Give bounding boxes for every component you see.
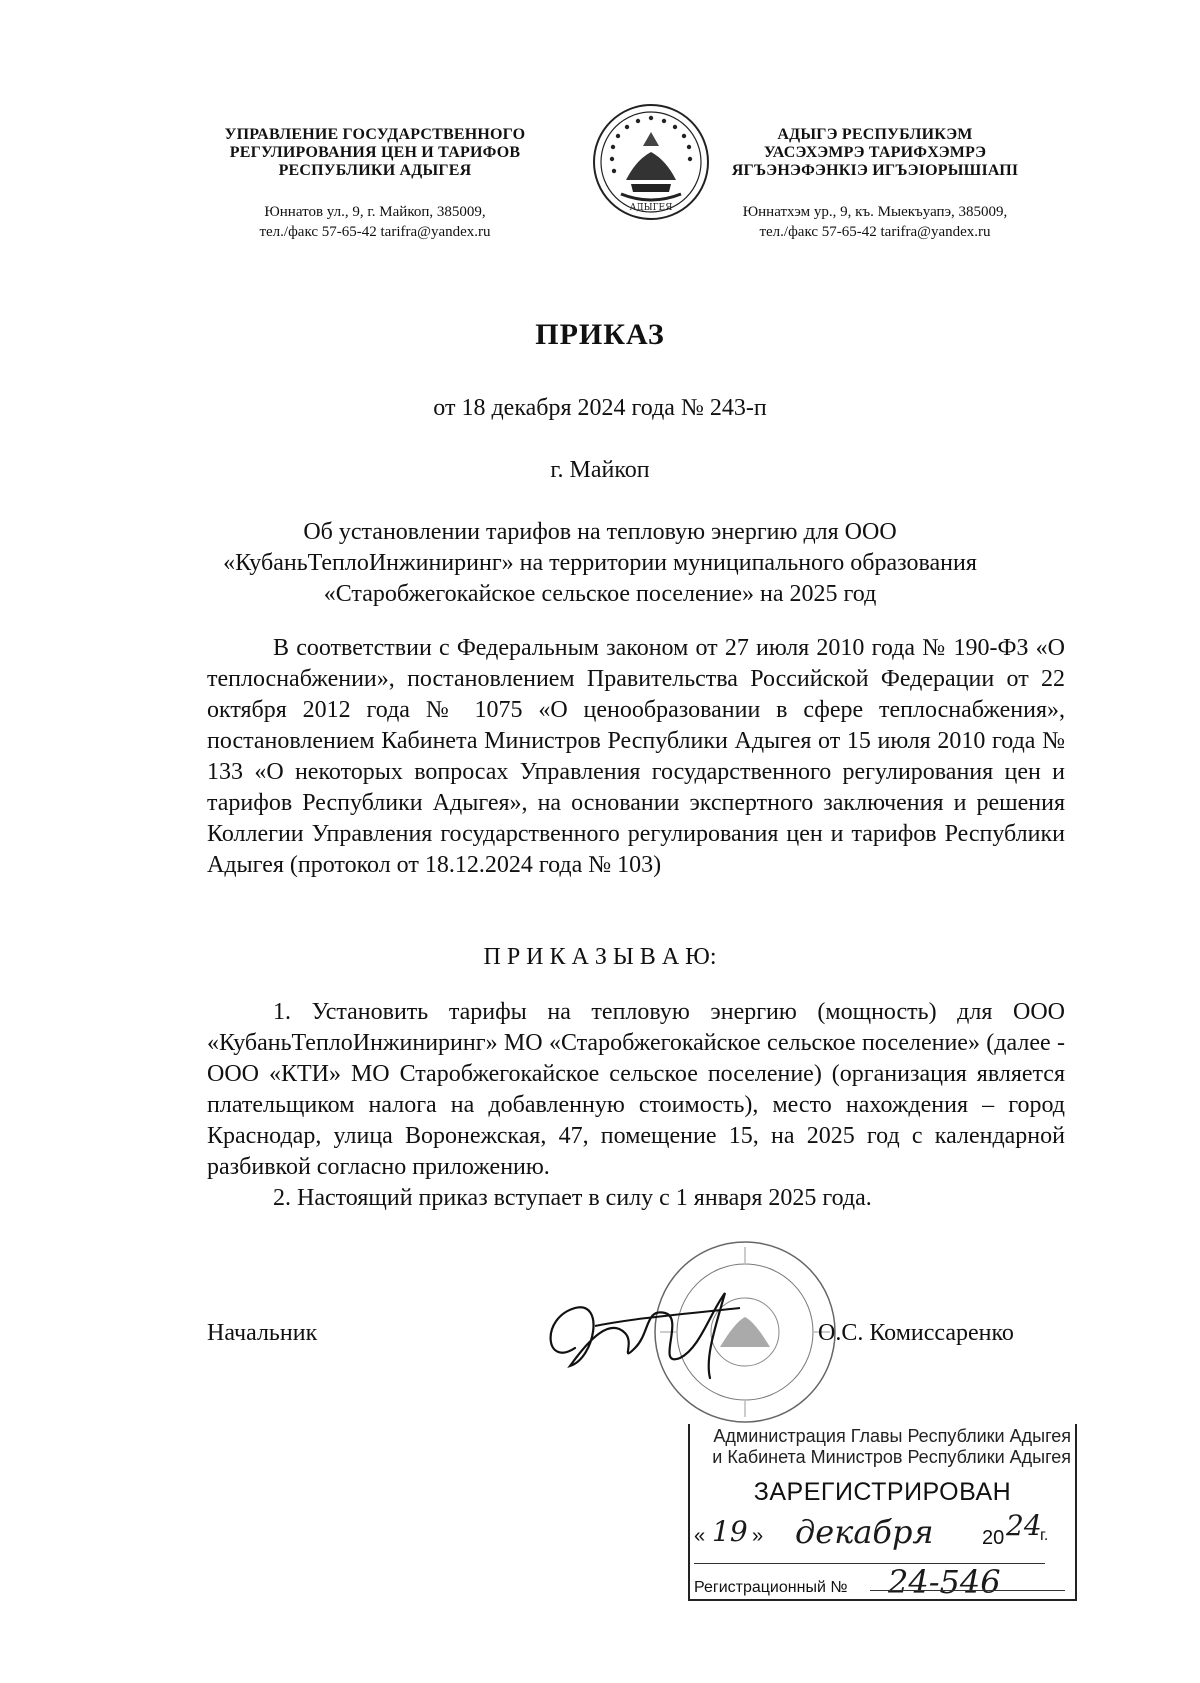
document-subject [150, 517, 1050, 610]
stamp-year-prefix: 20 [982, 1527, 1005, 1549]
order-items [207, 997, 1065, 1214]
document-date-number: от 18 декабря 2024 года № 243-п [433, 395, 767, 421]
stamp-status: ЗАРЕГИСТРИРОВАН [753, 1478, 1012, 1506]
stamp-month: декабря [795, 1513, 934, 1551]
header-right-title-line: ЯГЪЭНЭФЭНКIЭ ИГЪЭIОРЫШIАПI [731, 162, 1019, 179]
stamp-reg-label: Регистрационный № [694, 1579, 848, 1596]
header-left-address-line: Юннатов ул., 9, г. Майкоп, 385009, [264, 204, 486, 220]
stamp-reg-number: 24-546 [888, 1563, 1001, 1601]
header-right-title-line: АДЫГЭ РЕСПУБЛИКЭМ [777, 126, 973, 143]
stamp-quote-close: » [752, 1525, 764, 1547]
document-title: ПРИКАЗ [535, 318, 665, 351]
header-left-title-line: РЕГУЛИРОВАНИЯ ЦЕН И ТАРИФОВ [229, 144, 521, 161]
stamp-line-2: и Кабинета Министров Республики Адыгея [712, 1447, 1071, 1467]
subject-line: «Старобжегокайское сельское поселение» на 2025 год [323, 581, 877, 607]
stamp-line-1: Администрация Главы Республики Адыгея [713, 1426, 1071, 1446]
stamp-date-row [690, 1509, 1075, 1557]
header-right-address [680, 202, 1070, 242]
header-left-address [185, 202, 565, 242]
signature-position: Начальник [207, 1320, 318, 1346]
svg-text:АДЫГЕЯ: АДЫГЕЯ [629, 203, 673, 213]
header-left [185, 126, 565, 242]
header-right-title-line: УАСЭХЭМРЭ ТАРИФХЭМРЭ [763, 144, 987, 161]
header-right-address-line: Юннатхэм ур., 9, къ. Мыекъуапэ, 385009, [742, 204, 1008, 220]
stamp-day: 19 [712, 1515, 748, 1548]
order-item-2: 2. Настоящий приказ вступает в силу с 1 января 2025 года. [273, 1185, 872, 1211]
signatory-name: О.С. Комиссаренко [818, 1320, 1014, 1346]
header-right [680, 126, 1070, 242]
header-right-address-line: тел./факс 57-65-42 tarifra@yandex.ru [759, 224, 991, 240]
header-left-title-line: РЕСПУБЛИКИ АДЫГЕЯ [278, 162, 472, 179]
order-word: П Р И К А З Ы В А Ю: [483, 944, 717, 970]
subject-line: Об установлении тарифов на тепловую энергию для ООО [303, 519, 897, 545]
header-left-address-line: тел./факс 57-65-42 tarifra@yandex.ru [259, 224, 491, 240]
document-city: г. Майкоп [550, 457, 650, 483]
stamp-reg-row [690, 1565, 1075, 1605]
preamble-text: В соответствии с Федеральным законом от 27 июля 2010 года № 190-ФЗ «О теплоснабжении», постановлением Правительства Российской Федерации от 22 октября 2012 года № 1075 «О ценообразовании в сфере теплоснабжения», постановлением Кабинета Министров Республики Адыгея от 15 июля 2010 года № 133 «О некоторых вопросах Управления государственного регулирования цен и тарифов Республики Адыгея», на основании экспертного заключения и решения Коллегии Управления государственного регулирования цен и тарифов Республики Адыгея (протокол от 18.12.2024 года № 103) [207, 635, 1065, 878]
stamp-year-suffix: 24 [1006, 1509, 1042, 1542]
header-right-title [680, 126, 1070, 180]
registration-stamp [688, 1424, 1077, 1601]
header-left-title-line: УПРАВЛЕНИЕ ГОСУДАРСТВЕННОГО [224, 126, 526, 143]
order-item-1: 1. Установить тарифы на тепловую энергию (мощность) для ООО «КубаньТеплоИнжиниринг» МО «Старобжегокайское сельское поселение» (далее - ООО «КТИ» МО Старобжегокайское сельское поселение) (организация является плательщиком налога на добавленную стоимость), место нахождения – город Краснодар, улица Воронежская, 47, помещение 15, на 2025 год с календарной разбивкой согласно приложению. [207, 999, 1065, 1180]
stamp-quote-open: « [694, 1525, 706, 1547]
stamp-bottom-underline [870, 1590, 1065, 1591]
header-left-title [185, 126, 565, 180]
preamble-paragraph [207, 633, 1065, 881]
stamp-year-unit: г. [1040, 1527, 1049, 1544]
subject-line: «КубаньТеплоИнжиниринг» на территории муниципального образования [223, 550, 977, 576]
handwritten-signature [535, 1278, 755, 1388]
